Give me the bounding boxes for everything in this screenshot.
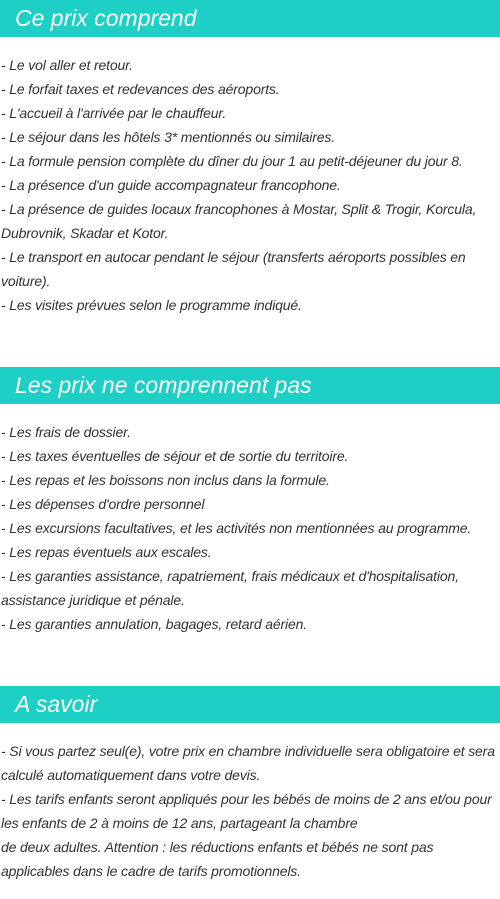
list-item: - Les dépenses d'ordre personnel <box>1 496 205 512</box>
list-item: - Les taxes éventuelles de séjour et de sortie du territoire. <box>1 448 349 464</box>
section-title-excludes: Les prix ne comprennent pas <box>15 372 312 398</box>
list-item: de deux adultes. Attention : les réductions enfants et bébés ne sont pas applicables dans le cadre de tarifs promotionnels. <box>1 839 434 879</box>
list-item: - Les repas éventuels aux escales. <box>1 544 212 560</box>
list-item: - Le vol aller et retour. <box>1 57 133 73</box>
list-includes <box>0 53 500 317</box>
list-item: - Les garanties assistance, rapatriement, frais médicaux et d'hospitalisation, assistance juridique et pénale. <box>1 568 459 608</box>
list-info <box>0 739 500 883</box>
list-item: - L'accueil à l'arrivée par le chauffeur. <box>1 105 227 121</box>
section-title-includes: Ce prix comprend <box>15 5 197 31</box>
list-item: - Les excursions facultatives, et les activités non mentionnées au programme. <box>1 520 472 536</box>
list-item: - Le forfait taxes et redevances des aéroports. <box>1 81 280 97</box>
section-header-includes <box>0 0 500 37</box>
list-item: - Les visites prévues selon le programme indiqué. <box>1 297 302 313</box>
list-excludes <box>0 420 500 636</box>
section-title-info: A savoir <box>15 691 98 717</box>
section-header-info <box>0 686 500 723</box>
list-item: - Le séjour dans les hôtels 3* mentionnés ou similaires. <box>1 129 335 145</box>
list-item: - Si vous partez seul(e), votre prix en chambre individuelle sera obligatoire et sera calculé automatiquement dans votre devis. <box>1 743 495 783</box>
list-item: - La présence d'un guide accompagnateur francophone. <box>1 177 341 193</box>
list-item: - La formule pension complète du dîner du jour 1 au petit-déjeuner du jour 8. <box>1 153 463 169</box>
list-item: - Les garanties annulation, bagages, retard aérien. <box>1 616 308 632</box>
list-item: - Les frais de dossier. <box>1 424 131 440</box>
section-price-excludes <box>0 367 500 636</box>
list-item: - Les tarifs enfants seront appliqués pour les bébés de moins de 2 ans et/ou pour les enfants de 2 à moins de 12 ans, partageant la chambre <box>1 791 492 831</box>
list-item: - Les repas et les boissons non inclus dans la formule. <box>1 472 330 488</box>
section-price-includes <box>0 0 500 317</box>
list-item: - Le transport en autocar pendant le séjour (transferts aéroports possibles en voiture). <box>1 249 466 289</box>
section-good-to-know <box>0 686 500 883</box>
section-header-excludes <box>0 367 500 404</box>
list-item: - La présence de guides locaux francophones à Mostar, Split & Trogir, Korcula, Dubrovnik, Skadar et Kotor. <box>1 201 477 241</box>
